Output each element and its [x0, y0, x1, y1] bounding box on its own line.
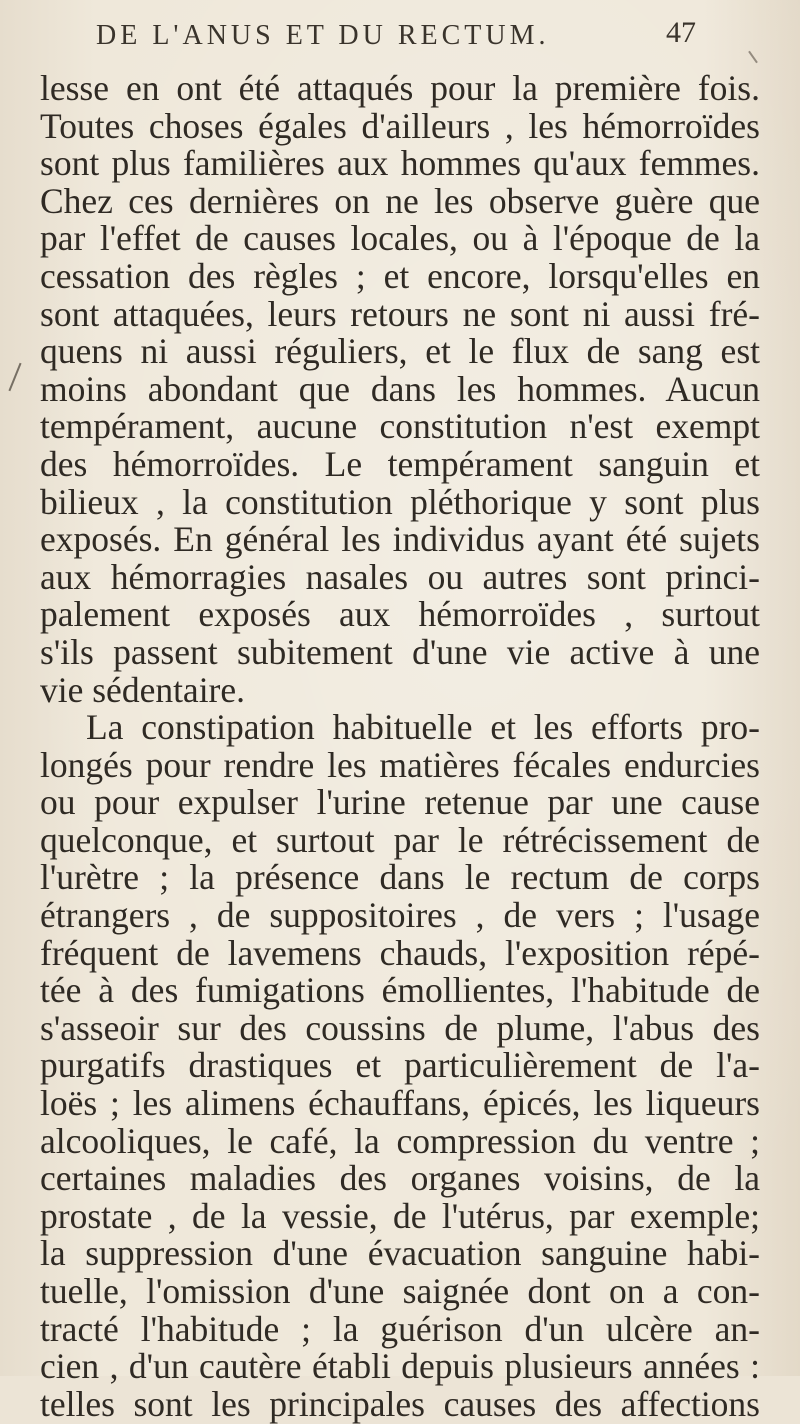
text-line: alcooliques, le café, la compression du ventre ; [40, 1120, 760, 1161]
text-line: bilieux , la constitution pléthorique y sont plus [40, 481, 760, 522]
text-line: loës ; les alimens échauffans, épicés, les liqueurs [40, 1083, 760, 1124]
text-line: Toutes choses égales d'ailleurs , les hémorroïdes [40, 105, 760, 146]
margin-pencil-mark [8, 363, 21, 392]
text-line: aux hémorragies nasales ou autres sont princi- [40, 556, 760, 597]
running-title: DE L'ANUS ET DU RECTUM. [96, 20, 550, 51]
text-line: purgatifs drastiques et particulièrement de l'a- [40, 1045, 760, 1086]
text-line: Chez ces dernières on ne les observe guère que [40, 180, 760, 221]
text-line: longés pour rendre les matières fécales endurcies [40, 744, 760, 785]
text-line: cessation des règles ; et encore, lorsqu'elles en [40, 255, 760, 296]
text-line: palement exposés aux hémorroïdes , surtout [40, 594, 760, 635]
text-line: s'ils passent subitement d'une vie active à une [40, 631, 760, 672]
text-line: tée à des fumigations émollientes, l'habitude de [40, 970, 760, 1011]
body-text [40, 70, 760, 1423]
page-header [96, 16, 696, 56]
text-line: des hémorroïdes. Le tempérament sanguin et [40, 443, 760, 484]
text-line: s'asseoir sur des coussins de plume, l'abus des [40, 1007, 760, 1048]
text-line: sont attaquées, leurs retours ne sont ni aussi fré- [40, 293, 760, 334]
text-line: tempérament, aucune constitution n'est exempt [40, 406, 760, 447]
text-line: l'urètre ; la présence dans le rectum de corps [40, 857, 760, 898]
text-line: moins abondant que dans les hommes. Aucun [40, 368, 760, 409]
text-line: tuelle, l'omission d'une saignée dont on a con- [40, 1271, 760, 1311]
text-line: étrangers , de suppositoires , de vers ; l'usage [40, 895, 760, 936]
text-line: ou pour expulser l'urine retenue par une cause [40, 782, 760, 823]
text-line: lesse en ont été attaqués pour la première fois. [40, 68, 760, 108]
text-line: quelconque, et surtout par le rétrécissement de [40, 819, 760, 860]
text-line: cien , d'un cautère établi depuis plusieurs années : [40, 1346, 760, 1387]
text-line: telles sont les principales causes des affections [40, 1383, 760, 1424]
text-line: sont plus familières aux hommes qu'aux femmes. [40, 143, 760, 184]
text-line: par l'effet de causes locales, ou à l'époque de la [40, 218, 760, 259]
paragraph-end-line: vie sédentaire. [40, 669, 246, 710]
text-line: certaines maladies des organes voisins, de la [40, 1158, 760, 1199]
text-line: la suppression d'une évacuation sanguine habi- [40, 1233, 760, 1274]
paragraph-start-line: La constipation habituelle et les efforts pro- [86, 707, 760, 748]
text-line: prostate , de la vessie, de l'utérus, par exemple; [40, 1195, 760, 1236]
margin-tick-mark [748, 51, 758, 64]
text-line: tracté l'habitude ; la guérison d'un ulcère an- [40, 1308, 760, 1349]
page-number: 47 [666, 16, 696, 49]
text-line: quens ni aussi réguliers, et le flux de sang est [40, 331, 760, 372]
text-line: fréquent de lavemens chauds, l'exposition répé- [40, 932, 760, 973]
text-line: exposés. En général les individus ayant été sujets [40, 519, 760, 560]
